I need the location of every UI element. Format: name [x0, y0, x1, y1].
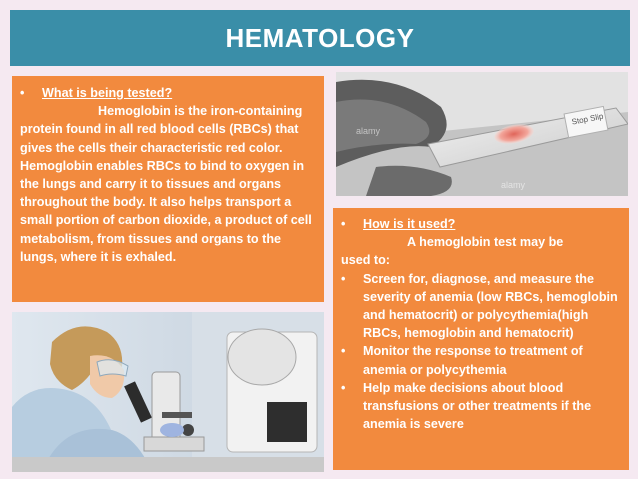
list-item: [341, 379, 623, 434]
question-heading: What is being tested?: [42, 86, 173, 100]
bullet: •: [341, 344, 346, 359]
intro-line-2: used to:: [341, 253, 390, 268]
page-title: HEMATOLOGY: [225, 22, 415, 53]
title-banner: [10, 10, 630, 66]
watermark: alamy: [501, 180, 526, 190]
blood-slide-photo: [336, 72, 628, 196]
watermark: alamy: [356, 126, 381, 136]
list-item: [341, 270, 623, 343]
what-is-tested-box: [12, 76, 324, 302]
bullet: •: [341, 271, 346, 286]
bullet: •: [20, 86, 25, 100]
how-is-it-used-box: [333, 208, 629, 470]
list-item: [341, 342, 623, 378]
list-item-text: Monitor the response to treatment of anemia or polycythemia: [363, 344, 583, 377]
blood-slide-illustration: [336, 72, 628, 196]
lab-technician-photo: [12, 312, 324, 472]
list-item-text: Screen for, diagnose, and measure the severity of anemia (low RBCs, hemoglobin and hematocrit) or polycythemia(high RBCs, hemoglobin and hematocrit): [363, 271, 618, 341]
question-line: [341, 215, 623, 233]
body-text: protein found in all red blood cells (RBCs) that gives the cells their characteristic red color. Hemoglobin enables RBCs to bind to oxygen in the lungs and carry it to tissues and organs throughout the body. It also helps transport a small portion of carbon dioxide, a product of cell metabolism, from tissues and organs to the lungs, where it is exhaled.: [20, 122, 312, 264]
intro-line: A hemoglobin test may be: [407, 235, 564, 250]
intro-line: Hemoglobin is the iron-containing: [98, 104, 303, 119]
slide-label: Stop Slip: [570, 111, 605, 127]
lab-scene-illustration: [12, 312, 324, 472]
usage-list: [341, 270, 623, 434]
question-line: [20, 84, 318, 102]
list-item-text: Help make decisions about blood transfusions or other treatments if the anemia is severe: [363, 380, 592, 432]
bullet: •: [341, 217, 346, 231]
bullet: •: [341, 380, 346, 395]
question-heading: How is it used?: [363, 217, 456, 231]
